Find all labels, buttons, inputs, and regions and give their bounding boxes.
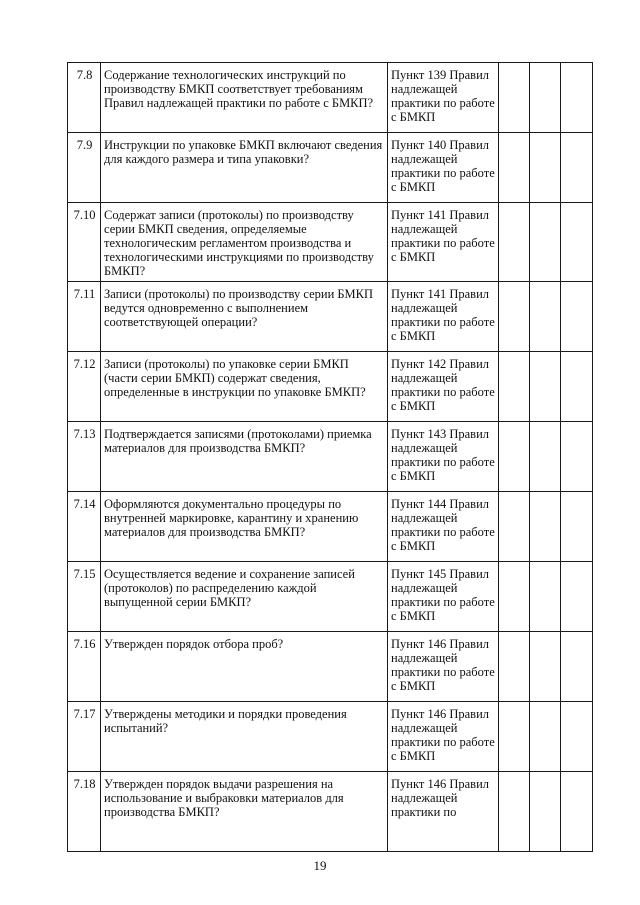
answer-na-cell	[561, 422, 593, 492]
answer-yes-cell	[499, 203, 530, 282]
answer-no-cell	[530, 352, 561, 422]
answer-na-cell	[561, 632, 593, 702]
answer-na-cell	[561, 282, 593, 352]
reference-text: Пункт 140 Правил надлежащей практики по работе с БМКП	[388, 133, 499, 203]
item-number: 7.12	[68, 352, 101, 422]
answer-yes-cell	[499, 492, 530, 562]
answer-na-cell	[561, 352, 593, 422]
item-number: 7.18	[68, 772, 101, 852]
reference-text: Пункт 144 Правил надлежащей практики по работе с БМКП	[388, 492, 499, 562]
item-number: 7.13	[68, 422, 101, 492]
answer-no-cell	[530, 772, 561, 852]
answer-no-cell	[530, 203, 561, 282]
requirement-text: Утвержден порядок отбора проб?	[101, 632, 388, 702]
answer-na-cell	[561, 203, 593, 282]
answer-no-cell	[530, 492, 561, 562]
requirement-text: Инструкции по упаковке БМКП включают сведения для каждого размера и типа упаковки?	[101, 133, 388, 203]
reference-text: Пункт 146 Правил надлежащей практики по	[388, 772, 499, 852]
answer-no-cell	[530, 133, 561, 203]
answer-na-cell	[561, 702, 593, 772]
answer-no-cell	[530, 562, 561, 632]
answer-yes-cell	[499, 352, 530, 422]
answer-na-cell	[561, 772, 593, 852]
answer-yes-cell	[499, 282, 530, 352]
table-row	[68, 133, 593, 203]
table-row	[68, 352, 593, 422]
requirement-text: Осуществляется ведение и сохранение записей (протоколов) по распределению каждой выпущенной серии БМКП?	[101, 562, 388, 632]
answer-na-cell	[561, 63, 593, 133]
item-number: 7.10	[68, 203, 101, 282]
answer-yes-cell	[499, 562, 530, 632]
item-number: 7.17	[68, 702, 101, 772]
table-row	[68, 702, 593, 772]
answer-no-cell	[530, 632, 561, 702]
reference-text: Пункт 143 Правил надлежащей практики по работе с БМКП	[388, 422, 499, 492]
item-number: 7.14	[68, 492, 101, 562]
answer-yes-cell	[499, 632, 530, 702]
reference-text: Пункт 142 Правил надлежащей практики по работе с БМКП	[388, 352, 499, 422]
table-row	[68, 772, 593, 852]
requirement-text: Оформляются документально процедуры по внутренней маркировке, карантину и хранению материалов для производства БМКП?	[101, 492, 388, 562]
item-number: 7.11	[68, 282, 101, 352]
item-number: 7.9	[68, 133, 101, 203]
answer-na-cell	[561, 562, 593, 632]
reference-text: Пункт 145 Правил надлежащей практики по работе с БМКП	[388, 562, 499, 632]
table-row	[68, 632, 593, 702]
table-row	[68, 422, 593, 492]
answer-yes-cell	[499, 133, 530, 203]
requirement-text: Записи (протоколы) по производству серии БМКП ведутся одновременно с выполнением соответствующей операции?	[101, 282, 388, 352]
table-row	[68, 492, 593, 562]
requirement-text: Подтверждается записями (протоколами) приемка материалов для производства БМКП?	[101, 422, 388, 492]
requirement-text: Содержание технологических инструкций по производству БМКП соответствует требованиям Правил надлежащей практики по работе с БМКП?	[101, 63, 388, 133]
reference-text: Пункт 141 Правил надлежащей практики по работе с БМКП	[388, 282, 499, 352]
table-row	[68, 63, 593, 133]
answer-yes-cell	[499, 422, 530, 492]
answer-no-cell	[530, 63, 561, 133]
page-number: 19	[313, 858, 327, 873]
reference-text: Пункт 146 Правил надлежащей практики по работе с БМКП	[388, 632, 499, 702]
answer-no-cell	[530, 702, 561, 772]
answer-no-cell	[530, 422, 561, 492]
table-row	[68, 282, 593, 352]
item-number: 7.15	[68, 562, 101, 632]
item-number: 7.16	[68, 632, 101, 702]
answer-yes-cell	[499, 702, 530, 772]
answer-na-cell	[561, 492, 593, 562]
item-number: 7.8	[68, 63, 101, 133]
reference-text: Пункт 146 Правил надлежащей практики по работе с БМКП	[388, 702, 499, 772]
checklist-table	[67, 62, 593, 852]
answer-yes-cell	[499, 772, 530, 852]
requirement-text: Утвержден порядок выдачи разрешения на использование и выбраковки материалов для производства БМКП?	[101, 772, 388, 852]
requirement-text: Записи (протоколы) по упаковке серии БМКП (части серии БМКП) содержат сведения, определенные в инструкции по упаковке БМКП?	[101, 352, 388, 422]
reference-text: Пункт 141 Правил надлежащей практики по работе с БМКП	[388, 203, 499, 282]
requirement-text: Утверждены методики и порядки проведения испытаний?	[101, 702, 388, 772]
answer-na-cell	[561, 133, 593, 203]
table-row	[68, 203, 593, 282]
requirement-text: Содержат записи (протоколы) по производству серии БМКП сведения, определяемые технологическим регламентом производства и технологическими инструкциями по производству БМКП?	[101, 203, 388, 282]
reference-text: Пункт 139 Правил надлежащей практики по работе с БМКП	[388, 63, 499, 133]
answer-no-cell	[530, 282, 561, 352]
answer-yes-cell	[499, 63, 530, 133]
table-row	[68, 562, 593, 632]
